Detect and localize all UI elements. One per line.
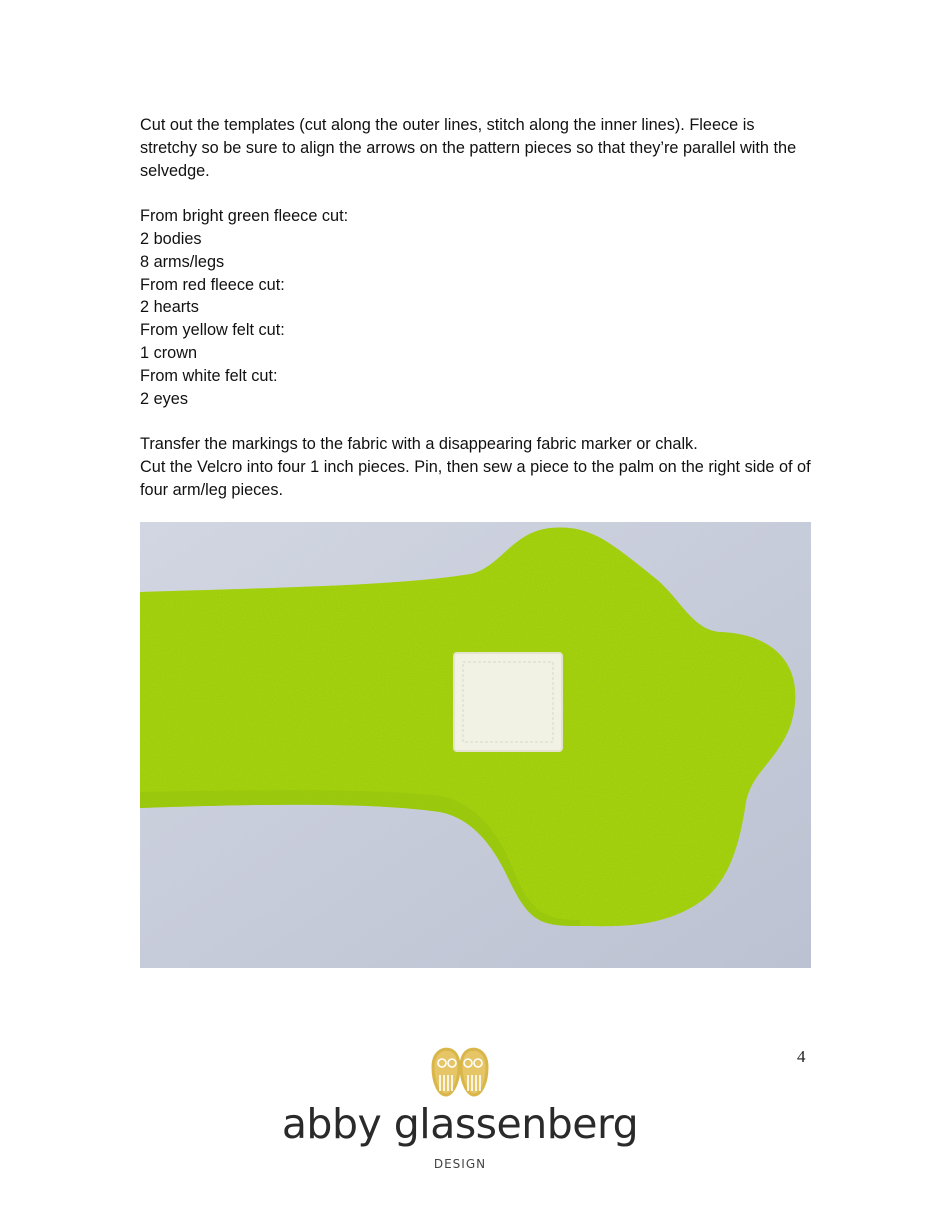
velcro-paragraph: Cut the Velcro into four 1 inch pieces. Pin, then sew a piece to the palm on the right side of of four arm/leg pieces.: [140, 457, 811, 499]
logo-wordmark: abby glassenberg: [281, 1100, 639, 1148]
cut-list-item: From bright green fleece cut:: [140, 207, 349, 226]
logo-subtitle: DESIGN: [433, 1157, 487, 1171]
intro-paragraph: Cut out the templates (cut along the outer lines, stitch along the inner lines). Fleece is stretchy so be sure to align the arrows on the pattern pieces so that they’re parallel with the selvedge.: [140, 116, 797, 180]
fleece-arm-photo: [140, 522, 811, 968]
transfer-paragraph: Transfer the markings to the fabric with a disappearing fabric marker or chalk.: [140, 435, 698, 454]
owl-logo-icon: [428, 1045, 492, 1101]
cut-list-item: 2 eyes: [140, 389, 188, 408]
cut-list-item: 1 crown: [140, 343, 198, 362]
brand-logo: [280, 1045, 640, 1175]
velcro-patch: [454, 653, 562, 751]
cut-list-item: From red fleece cut:: [140, 275, 285, 294]
cut-list-item: 8 arms/legs: [140, 252, 225, 271]
cut-list-item: From yellow felt cut:: [140, 321, 285, 340]
cut-list-item: 2 bodies: [140, 229, 202, 248]
cut-list-item: From white felt cut:: [140, 366, 278, 385]
cut-list-item: 2 hearts: [140, 298, 199, 317]
instructions-text: [140, 114, 815, 502]
page-number: 4: [797, 1047, 806, 1066]
